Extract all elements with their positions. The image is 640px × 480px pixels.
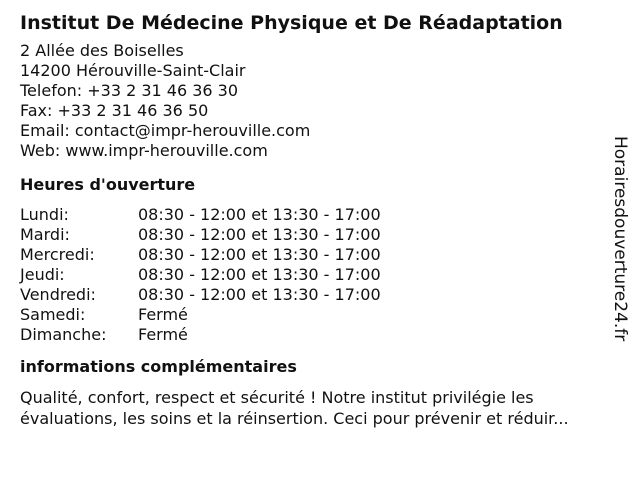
day-hours: Fermé bbox=[138, 325, 188, 344]
additional-info-text: Qualité, confort, respect et sécurité ! Notre institut privilégie les évaluations, les soins et la réinsertion. Ceci pour prévenir et réduir... bbox=[20, 388, 569, 428]
day-name: Mercredi: bbox=[20, 245, 95, 264]
email-address: Email: contact@impr-herouville.com bbox=[20, 121, 311, 140]
day-hours: 08:30 - 12:00 et 13:30 - 17:00 bbox=[138, 265, 381, 284]
opening-hours-heading: Heures d'ouverture bbox=[20, 175, 196, 194]
phone-number: Telefon: +33 2 31 46 36 30 bbox=[20, 81, 239, 100]
day-hours: 08:30 - 12:00 et 13:30 - 17:00 bbox=[138, 245, 381, 264]
city-address: 14200 Hérouville-Saint-Clair bbox=[20, 61, 246, 80]
opening-hours-table bbox=[20, 205, 620, 345]
site-watermark-link[interactable]: Horairesdouverture24.fr bbox=[610, 136, 630, 342]
hours-row bbox=[20, 285, 620, 305]
hours-row bbox=[20, 305, 620, 325]
street-address: 2 Allée des Boiselles bbox=[20, 41, 184, 60]
day-name: Dimanche: bbox=[20, 325, 107, 344]
fax-number: Fax: +33 2 31 46 36 50 bbox=[20, 101, 209, 120]
address-block bbox=[20, 41, 620, 161]
day-name: Mardi: bbox=[20, 225, 70, 244]
hours-row bbox=[20, 265, 620, 285]
hours-row bbox=[20, 325, 620, 345]
additional-info-heading: informations complémentaires bbox=[20, 357, 297, 376]
day-hours: Fermé bbox=[138, 305, 188, 324]
day-hours: 08:30 - 12:00 et 13:30 - 17:00 bbox=[138, 285, 381, 304]
day-name: Jeudi: bbox=[20, 265, 65, 284]
institute-card bbox=[20, 10, 620, 429]
institute-name: Institut De Médecine Physique et De Réadaptation bbox=[20, 12, 563, 34]
day-name: Vendredi: bbox=[20, 285, 96, 304]
day-name: Lundi: bbox=[20, 205, 69, 224]
hours-row bbox=[20, 245, 620, 265]
day-hours: 08:30 - 12:00 et 13:30 - 17:00 bbox=[138, 205, 381, 224]
hours-row bbox=[20, 205, 620, 225]
website-address: Web: www.impr-herouville.com bbox=[20, 141, 268, 160]
hours-row bbox=[20, 225, 620, 245]
day-name: Samedi: bbox=[20, 305, 86, 324]
day-hours: 08:30 - 12:00 et 13:30 - 17:00 bbox=[138, 225, 381, 244]
